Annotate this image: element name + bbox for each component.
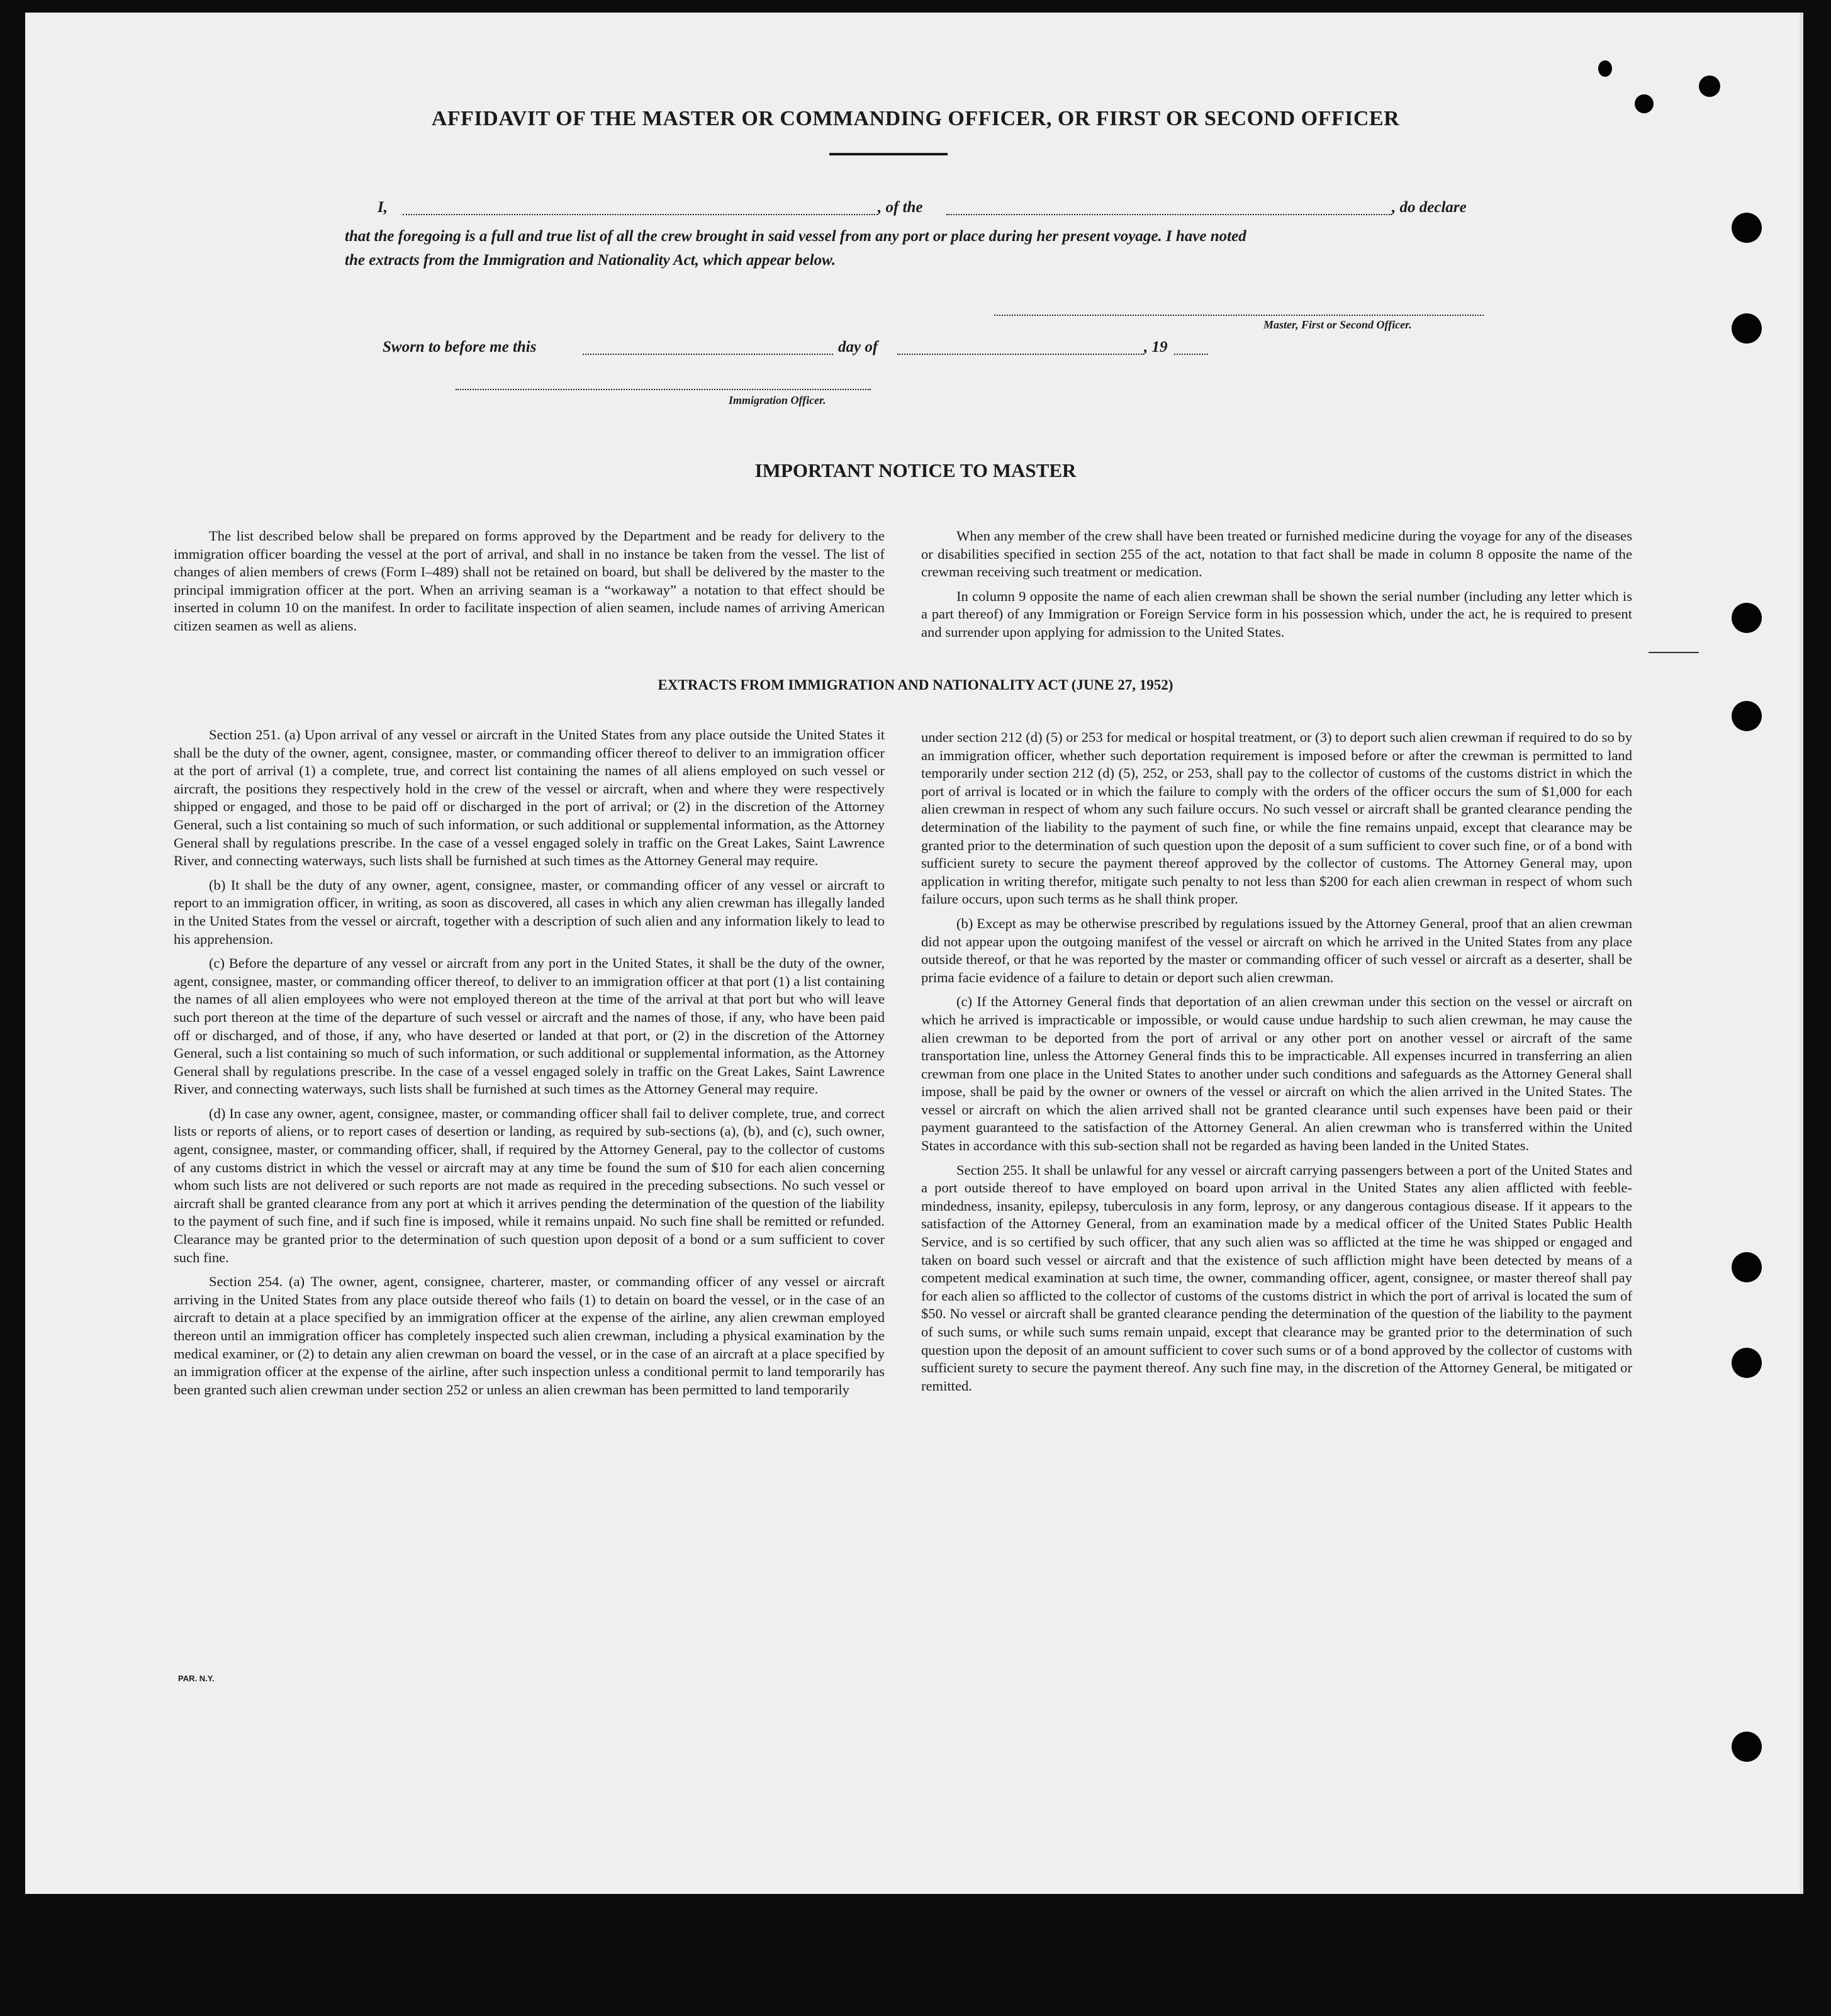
- notice-right-text-1: When any member of the crew shall have been treated or furnished medicine during the voyage for any of the diseases or disabilities specified in section 255 of the act, notation to that fact shall be made in column 8 opposite the name of the crewman receiving such treatment or medication.: [921, 528, 1632, 580]
- sworn-label: Sworn to before me this: [383, 339, 537, 356]
- binder-hole: [1732, 1348, 1762, 1378]
- officer-signature-field[interactable]: [456, 389, 871, 390]
- declaration-of-the: , of the: [878, 199, 923, 216]
- binder-hole: [1732, 1732, 1762, 1762]
- notice-left-text: The list described below shall be prepared on forms approved by the Department and be ready for delivery to the immigration officer boarding the vessel at the port of arrival, and shall in no instance be taken from the vessel. The list of changes of alien members of crews (Form I–489) shall not be retained on board, but shall be delivered by the master to the principal immigration officer at the port. When an arriving seaman is a “workaway” a notation to that effect should be inserted in column 10 on the manifest. In order to facilitate inspection of alien seamen, include names of arriving American citizen seamen as well as aliens.: [174, 528, 885, 634]
- sworn-month-field[interactable]: [897, 354, 1144, 355]
- extracts-right-column: [921, 729, 1632, 1401]
- extract-paragraph: Section 255. It shall be unlawful for any vessel or aircraft carrying passengers between a port of the United States and a port outside thereof to have employed on board upon arrival in the United States any alien afflicted with feeble-mindedness, insanity, epilepsy, tuberculosis in any form, leprosy, or any dangerous contagious disease. If it appears to the satisfaction of the Attorney General, from an examination made by a medical officer of the United States Public Health Service, and is so certified by such officer, that any such alien was so afflicted at the time he was shipped or engaged and taken on board such vessel or aircraft and that the existence of such affliction might have been detected by means of a competent medical examination at such time, the owner, commanding officer, agent, consignee, or master thereof shall pay for each alien so afflicted to the collector of customs of the customs district in which the port of arrival is located the sum of $50. No vessel or aircraft shall be granted clearance pending the determination of the question of the liability to the payment of such sums, or while such sums remain unpaid, except that clearance may be granted prior to the determination of such question upon the deposit of an amount sufficient to cover such sums or of a bond approved by the collector of customs with sufficient surety to secure the payment thereof. Any such fine may, in the discretion of the Attorney General, be mitigated or remitted.: [921, 1162, 1632, 1394]
- extract-paragraph: (d) In case any owner, agent, consignee, master, or commanding officer shall fail to deliver complete, true, and correct lists or reports of aliens, or to report cases of desertion or landing, as required by sub-sections (a), (b), and (c), such owner, agent, consignee, master, or commanding officer, shall, if required by the Attorney General, pay to the collector of customs of any customs district in which the vessel or aircraft may at any time be found the sum of $10 for each alien concerning whom such lists are not delivered or such reports are not made as required in the preceding subsections. No such vessel or aircraft shall be granted clearance from any port at which it arrives pending the determination of the question of the liability to the payment of such fine, and if such fine is imposed, while it remains unpaid. No such fine shall be remitted or refunded. Clearance may be granted prior to the determination of such question upon deposit of a bond or a sum sufficient to cover such fine.: [174, 1105, 885, 1265]
- declaration-line-2: that the foregoing is a full and true list of all the crew brought in said vessel from any port or place during her present voyage. I have noted: [345, 228, 1246, 245]
- affidavit-title: AFFIDAVIT OF THE MASTER OR COMMANDING OFFICER, OR FIRST OR SECOND OFFICER: [431, 107, 1400, 130]
- day-of-label: day of: [838, 339, 878, 356]
- name-field[interactable]: [403, 214, 878, 215]
- sworn-year-field[interactable]: [1174, 354, 1208, 355]
- declaration-prefix: I,: [378, 199, 388, 216]
- extracts-left-column: [174, 726, 885, 1405]
- notice-left-column: [174, 527, 885, 642]
- binder-hole: [1732, 701, 1762, 731]
- extract-paragraph: Section 254. (a) The owner, agent, consignee, charterer, master, or commanding officer of any vessel or aircraft arriving in the United States from any place outside thereof who fails (1) to detain on board the vessel, or in the case of an aircraft to detain at a place specified by an immigration officer at the expense of the airline, any alien crewman employed thereon until an immigration officer has completely inspected such alien crewman, including a physical examination by the medical examiner, or (2) to detain any alien crewman on board the vessel, or in the case of an aircraft at a place specified by an immigration officer at the expense of the airline, after such inspection unless a conditional permit to land temporarily has been granted such alien crewman under section 252 or unless an alien crewman has been permitted to land temporarily: [174, 1274, 885, 1397]
- binder-hole: [1732, 313, 1762, 344]
- extract-paragraph: under section 212 (d) (5) or 253 for medical or hospital treatment, or (3) to deport such alien crewman if required to do so by an immigration officer, whether such deportation requirement is imposed before or after the crewman is permitted to land temporarily under section 212 (d) (5), 252, or 253, shall pay to the collector of customs of the customs district in which the port of arrival is located or in which the failure to comply with the orders of the officer occurs the sum of $1,000 for each alien crewman in respect of whom any such failure occurs. No such vessel or aircraft shall be granted clearance pending the determination of the liability to the payment of such fine, or while the fine remains unpaid, except that clearance may be granted prior to the determination of such question upon the deposit of a sum sufficient to cover such fine, or of a bond with sufficient surety to secure the payment thereof approved by the collector of customs. The Attorney General may, upon application in writing therefor, mitigate such penalty to not less than $200 for each alien crewman in respect of whom such failure occurs, upon such terms as he shall think proper.: [921, 729, 1632, 907]
- extract-paragraph: (c) Before the departure of any vessel or aircraft from any port in the United States, it shall be the duty of the owner, agent, consignee, master, or commanding officer thereof, to deliver to an immigration officer at that port (1) a list containing the names of all alien employees who were not employed thereon at the time of the arrival at that port but who will leave such port thereon at the time of the departure of such vessel or aircraft and the names of those, if any, who have been paid off or discharged, and of those, if any, who have deserted or landed at that port, or (2) in the discretion of the Attorney General, such a list containing so much of such information, or such additional or supplemental information, as the Attorney General shall by regulations prescribe. In the case of a vessel engaged solely in traffic on the Great Lakes, Saint Lawrence River, and connecting waterways, such lists shall be furnished at such times as the Attorney General may require.: [174, 955, 885, 1097]
- binder-hole: [1732, 603, 1762, 633]
- sworn-day-field[interactable]: [583, 354, 833, 355]
- extract-paragraph: (b) Except as may be otherwise prescribed by regulations issued by the Attorney General, proof that an alien crewman did not appear upon the outgoing manifest of the vessel or aircraft on which he arrived in the United States from any place outside thereof, or that he was reported by the master or commanding officer of such vessel or aircraft as a deserter, shall be prima facie evidence of a failure to detain or deport such alien crewman.: [921, 915, 1632, 985]
- year-prefix: , 19: [1144, 339, 1168, 356]
- extract-paragraph: Section 251. (a) Upon arrival of any vessel or aircraft in the United States from any place outside the United States it shall be the duty of the owner, agent, consignee, master, or commanding officer thereof to deliver to an immigration officer at the port of arrival (1) a complete, true, and correct list containing the names of all aliens employed on such vessel or aircraft, the positions they respectively hold in the crew of the vessel or aircraft, when and where they were respectively shipped or engaged, and those to be paid off or discharged in the port of arrival; or (2) in the discretion of the Attorney General, such a list containing so much of such information, or such additional or supplemental information, as the Attorney General shall by regulations prescribe. In the case of a vessel engaged solely in traffic on the Great Lakes, Saint Lawrence River, and connecting waterways, such lists shall be furnished at such times as the Attorney General may require.: [174, 727, 885, 869]
- notice-title: IMPORTANT NOTICE TO MASTER: [754, 459, 1077, 481]
- extracts-title: EXTRACTS FROM IMMIGRATION AND NATIONALITY ACT (JUNE 27, 1952): [658, 677, 1173, 693]
- notice-right-column: [921, 527, 1632, 648]
- officer-signature-caption: Immigration Officer.: [729, 394, 826, 406]
- notice-right-text-2: In column 9 opposite the name of each alien crewman shall be shown the serial number (including any letter which is a part thereof) of any Immigration or Foreign Service form in his possession which, under the act, he is required to present and surrender upon applying for admission to the United States.: [921, 588, 1632, 640]
- declaration-line-3: the extracts from the Immigration and Nationality Act, which appear below.: [345, 252, 836, 269]
- extract-paragraph: (c) If the Attorney General finds that deportation of an alien crewman under this section on the vessel or aircraft on which he arrived is impracticable or impossible, or would cause undue hardship to such alien crewman, he may cause the alien crewman to be deported from the port of arrival or any other port on another vessel or aircraft of the same transportation line, unless the Attorney General finds this to be impracticable. All expenses incurred in transferring an alien crewman from one place in the United States to another under such conditions and safeguards as the Attorney General shall impose, shall be paid by the owner or owners of the vessel or aircraft on which the alien arrived in the United States. The vessel or aircraft on which the alien arrived shall not be granted clearance until such expenses have been paid or their payment guaranteed to the satisfaction of the Attorney General. An alien crewman who is transferred within the United States in accordance with this sub-section shall not be regarded as having been landed in the United States.: [921, 994, 1632, 1154]
- printer-imprint: PAR. N.Y.: [178, 1674, 215, 1683]
- master-signature-caption: Master, First or Second Officer.: [1263, 318, 1412, 331]
- vessel-field[interactable]: [946, 214, 1392, 215]
- extract-paragraph: (b) It shall be the duty of any owner, agent, consignee, master, or commanding officer of any vessel or aircraft to report to an immigration officer, in writing, as soon as discovered, all cases in which any alien crewman has illegally landed in the United States from the vessel or aircraft, together with a description of such alien and any information likely to lead to his apprehension.: [174, 876, 885, 947]
- margin-mark: [1649, 652, 1699, 653]
- binder-hole: [1732, 213, 1762, 243]
- ink-blot: [1699, 76, 1720, 97]
- declaration-suffix: , do declare: [1392, 199, 1467, 216]
- master-signature-field[interactable]: [994, 315, 1484, 316]
- title-rule: [829, 153, 948, 155]
- binder-hole: [1732, 1252, 1762, 1282]
- ink-blot: [1598, 60, 1612, 77]
